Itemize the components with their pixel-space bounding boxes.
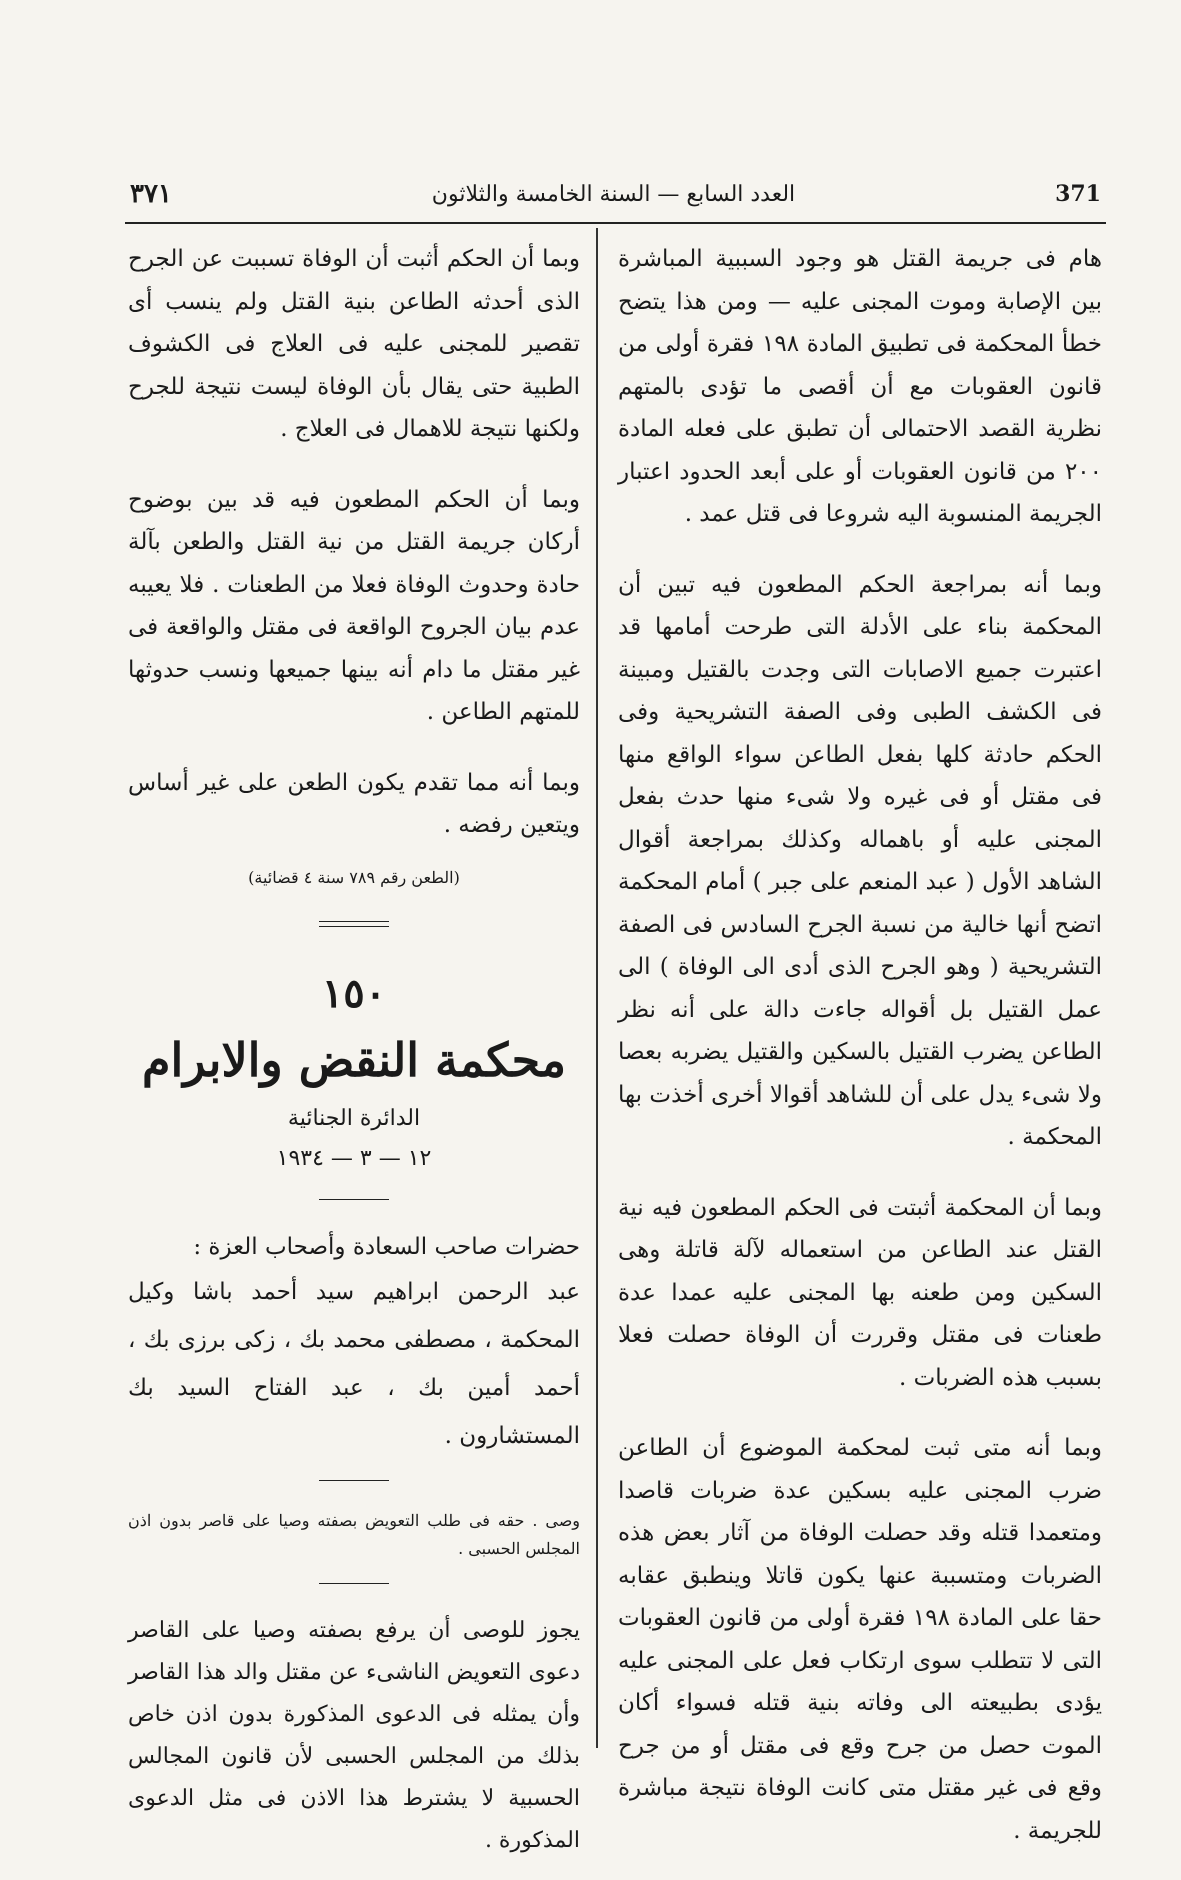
paragraph: وبما أن الحكم أثبت أن الوفاة تسببت عن الجرح الذى أحدثه الطاعن بنية القتل ولم ينسب أى تقصير للمجنى عليه فى العلاج فى الكشوف الطبية حتى يقال بأن الوفاة ليست نتيجة للجرح ولكنها نتيجة للاهمال فى العلاج . bbox=[128, 246, 580, 442]
page-number-arabic: ٣٧١ bbox=[130, 179, 172, 209]
members-names: عبد الرحمن ابراهيم سيد أحمد باشا وكيل المحكمة ، مصطفى محمد بك ، زكى برزى بك ، أحمد أمين بك ، عبد الفتاح السيد بك المستشارون . bbox=[128, 1278, 580, 1449]
right-column bbox=[618, 238, 1102, 1880]
header-rule bbox=[125, 222, 1106, 224]
paragraph: وبما أنه متى ثبت لمحكمة الموضوع أن الطاعن ضرب المجنى عليه بسكين عدة ضربات قاصدا ومتعمدا قتله وقد حصلت الوفاة من آثار بعض هذه الضربات ومتسببة عنها يكون قاتلا وينطبق عقابه حقا على المادة ١٩٨ فقرة أولى من قانون العقوبات التى لا تتطلب سوى ارتكاب فعل على المجنى عليه يؤدى بطبيعته الى وفاته بنية قتله فسواء أكان الموت حصل من جرح وقع فى مقتل أو من جرح وقع فى غير مقتل متى كانت الوفاة نتيجة مباشرة للجريمة . bbox=[618, 1435, 1102, 1844]
divider bbox=[319, 1583, 389, 1584]
case-number: ١٥٠ bbox=[321, 969, 387, 1017]
paragraph: وبما أنه مما تقدم يكون الطعن على غير أساس ويتعين رفضه . bbox=[128, 769, 580, 838]
divider bbox=[319, 1480, 389, 1481]
legal-principle: يجوز للوصى أن يرفع بصفته وصيا على القاصر دعوى التعويض الناشىء عن مقتل والد هذا القاصر وأن يمثله فى الدعوى المذكورة بدون اذن خاص بذلك من المجلس الحسبى لأن قانون المجالس الحسبية لا يشترط هذا الاذن فى مثل الدعوى المذكورة . bbox=[128, 1617, 580, 1853]
page-header bbox=[130, 172, 1101, 216]
left-column bbox=[128, 238, 580, 1862]
section-divider bbox=[319, 921, 389, 927]
appeal-citation: (الطعن رقم ٧٨٩ سنة ٤ قضائية) bbox=[248, 867, 460, 887]
running-title: العدد السابع — السنة الخامسة والثلاثون bbox=[431, 181, 796, 207]
judgment-date: ١٢ — ٣ — ١٩٣٤ bbox=[276, 1145, 432, 1171]
paragraph: هام فى جريمة القتل هو وجود السببية المباشرة بين الإصابة وموت المجنى عليه — ومن هذا يتضح خطأ المحكمة فى تطبيق المادة ١٩٨ فقرة أولى من قانون العقوبات مع أن أقصى ما تؤدى بالمتهم نظرية القصد الاحتمالى أن تطبق على فعله المادة ٢٠٠ من قانون العقوبات أو على أبعد الحدود اعتبار الجريمة المنسوبة اليه شروعا فى قتل عمد . bbox=[618, 246, 1103, 527]
paragraph: وبما أن الحكم المطعون فيه قد بين بوضوح أركان جريمة القتل من نية القتل والطعن بآلة حادة وحدوث الوفاة فعلا من الطعنات . فلا يعيبه عدم بيان الجروح الواقعة فى مقتل والواقعة فى غير مقتل ما دام أنه بينها جميعها ونسب حدوثها للمتهم الطاعن . bbox=[128, 486, 580, 725]
column-divider bbox=[596, 228, 598, 1748]
case-summary: وصى . حقه فى طلب التعويض بصفته وصيا على قاصر بدون اذن المجلس الحسبى . bbox=[128, 1510, 580, 1558]
court-name: محكمة النقض والابرام bbox=[142, 1032, 566, 1087]
paragraph: وبما أن المحكمة أثبتت فى الحكم المطعون فيه نية القتل عند الطاعن من استعماله لآلة قاتلة وهى السكين ومن طعنه بها المجنى عليه عمدا عدة طعنات فى مقتل وقررت أن الوفاة حصلت فعلا بسبب هذه الضربات . bbox=[618, 1194, 1102, 1391]
page-number-latin: 371 bbox=[1055, 181, 1101, 207]
paragraph: وبما أنه بمراجعة الحكم المطعون فيه تبين أن المحكمة بناء على الأدلة التى طرحت أمامها قد اعتبرت جميع الاصابات التى وجدت بالقتيل ومبينة فى الكشف الطبى وفى الصفة التشريحية وفى الحكم حادثة كلها بفعل الطاعن سواء الواقع منها فى مقتل أو فى غيره ولا شىء منها حدث بفعل المجنى عليه أو باهماله وكذلك بمراجعة أقوال الشاهد الأول ( عبد المنعم على جبر ) أمام المحكمة اتضح أنها خالية من نسبة الجرح السادس فى الصفة التشريحية ( وهو الجرح الذى أدى الى الوفاة ) الى عمل القتيل بل أقواله جاءت دالة على أنه نظر الطاعن يضرب القتيل بالسكين والقتيل يضربه بعصا ولا شىء يدل على أن للشاهد أقوالا أخرى أخذت بها المحكمة . bbox=[618, 571, 1102, 1150]
members-intro: حضرات صاحب السعادة وأصحاب العزة : bbox=[193, 1233, 580, 1260]
divider bbox=[319, 1199, 389, 1200]
court-division: الدائرة الجنائية bbox=[287, 1105, 421, 1131]
